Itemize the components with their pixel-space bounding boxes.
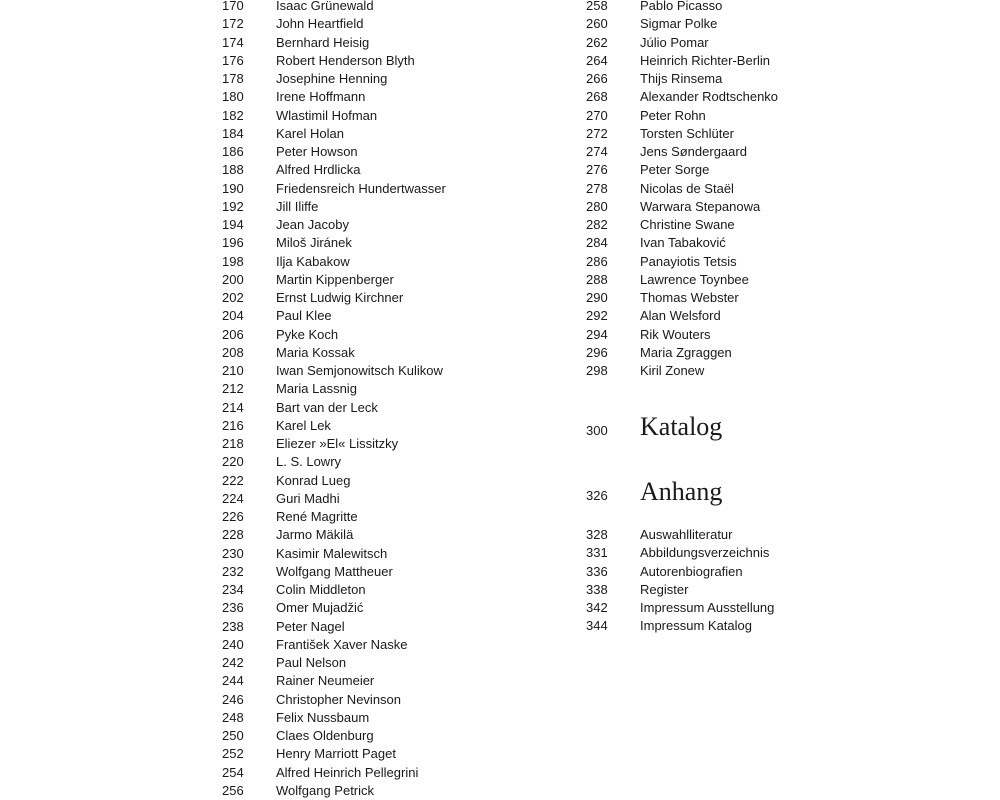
toc-entry-name: Karel Lek bbox=[276, 417, 331, 433]
toc-entry bbox=[222, 563, 446, 581]
toc-entry bbox=[222, 490, 446, 508]
toc-entry bbox=[586, 253, 778, 271]
toc-entry bbox=[586, 326, 778, 344]
toc-entry bbox=[586, 289, 778, 307]
section-page-number: 326 bbox=[586, 488, 608, 503]
toc-entry bbox=[222, 599, 446, 617]
toc-entry-name: Ernst Ludwig Kirchner bbox=[276, 290, 404, 305]
toc-entry bbox=[586, 88, 778, 106]
toc-page-number: 230 bbox=[222, 545, 244, 561]
toc-page-number: 292 bbox=[586, 308, 608, 324]
toc-page-number: 331 bbox=[586, 545, 608, 561]
toc-entry-name: Christopher Nevinson bbox=[276, 691, 402, 707]
toc-page-number: 184 bbox=[222, 125, 244, 141]
toc-entry bbox=[586, 198, 778, 216]
toc-page-number: 336 bbox=[586, 563, 608, 579]
toc-entry bbox=[586, 143, 778, 161]
toc-entry-name: Maria Kossak bbox=[276, 344, 355, 360]
toc-entry bbox=[222, 52, 446, 70]
toc-page-number: 290 bbox=[586, 290, 608, 305]
section-katalog bbox=[586, 412, 722, 442]
toc-entry-name: Auswahlliteratur bbox=[640, 527, 733, 542]
toc-page-number: 236 bbox=[222, 600, 244, 616]
toc-entry bbox=[222, 417, 446, 435]
toc-entry bbox=[222, 253, 446, 271]
toc-entry-name: Iwan Semjonowitsch Kulikow bbox=[276, 363, 443, 378]
toc-page-number: 216 bbox=[222, 417, 244, 433]
toc-entry bbox=[222, 545, 446, 563]
toc-page-number: 174 bbox=[222, 34, 244, 50]
toc-entry bbox=[222, 508, 446, 526]
toc-page-number: 204 bbox=[222, 308, 244, 324]
toc-entry bbox=[222, 636, 446, 654]
toc-page-number: 214 bbox=[222, 399, 244, 415]
toc-page-number: 238 bbox=[222, 618, 244, 634]
toc-entry-name: Guri Madhi bbox=[276, 490, 340, 506]
toc-entry bbox=[222, 399, 446, 417]
toc-entry bbox=[222, 198, 446, 216]
section-page-number: 300 bbox=[586, 423, 608, 438]
toc-entry bbox=[222, 581, 446, 599]
toc-page-number: 246 bbox=[222, 691, 244, 707]
section-heading: Anhang bbox=[640, 477, 723, 506]
toc-entry bbox=[222, 307, 446, 325]
toc-entry-name: Peter Nagel bbox=[276, 618, 345, 634]
toc-entry-name: František Xaver Naske bbox=[276, 636, 408, 652]
toc-entry bbox=[222, 380, 446, 398]
toc-entry bbox=[586, 52, 778, 70]
toc-entry-name: Impressum Ausstellung bbox=[640, 600, 775, 615]
toc-entry bbox=[586, 362, 778, 380]
toc-entry-name: Jill Iliffe bbox=[276, 198, 319, 214]
toc-entry-name: John Heartfield bbox=[276, 16, 364, 32]
toc-entry bbox=[586, 161, 778, 179]
toc-entry-name: L. S. Lowry bbox=[276, 454, 342, 470]
toc-entry-name: Heinrich Richter-Berlin bbox=[640, 52, 771, 68]
toc-entry bbox=[586, 107, 778, 125]
toc-page-number: 250 bbox=[222, 728, 244, 743]
toc-entry-name: Wolfgang Petrick bbox=[276, 782, 375, 798]
toc-page-number: 220 bbox=[222, 454, 244, 470]
toc-page-number: 206 bbox=[222, 326, 244, 342]
toc-entry-name: Sigmar Polke bbox=[640, 16, 718, 32]
toc-entry-name: Kiril Zonew bbox=[640, 363, 705, 378]
toc-page-number: 296 bbox=[586, 344, 608, 360]
toc-entry-name: Nicolas de Staël bbox=[640, 180, 734, 196]
toc-entry-name: Rik Wouters bbox=[640, 326, 711, 342]
toc-entry bbox=[222, 143, 446, 161]
toc-page-number: 278 bbox=[586, 180, 608, 196]
toc-page-number: 344 bbox=[586, 618, 608, 634]
toc-page-number: 284 bbox=[586, 235, 608, 251]
toc-entry-name: Alfred Heinrich Pellegrini bbox=[276, 764, 419, 780]
toc-entry bbox=[222, 745, 446, 763]
toc-page-number: 180 bbox=[222, 89, 244, 105]
toc-page-number: 328 bbox=[586, 527, 608, 542]
toc-entry-name: Omer Mujadžić bbox=[276, 600, 364, 616]
toc-entry bbox=[222, 764, 446, 782]
toc-entry-name: Torsten Schlüter bbox=[640, 125, 734, 141]
toc-page-number: 186 bbox=[222, 144, 244, 159]
toc-entry bbox=[586, 0, 778, 15]
toc-entry-name: Jarmo Mäkilä bbox=[276, 527, 354, 543]
toc-entry bbox=[586, 307, 778, 325]
toc-entry-name: Wolfgang Mattheuer bbox=[276, 563, 393, 579]
toc-entry bbox=[222, 216, 446, 234]
toc-page-number: 190 bbox=[222, 180, 244, 196]
toc-entry-name: Jens Søndergaard bbox=[640, 144, 747, 159]
toc-entry-name: Irene Hoffmann bbox=[276, 89, 366, 105]
toc-entry-name: Alan Welsford bbox=[640, 308, 721, 324]
toc-entry bbox=[586, 344, 778, 362]
toc-entry-name: Bart van der Leck bbox=[276, 399, 378, 415]
toc-page-number: 232 bbox=[222, 563, 244, 579]
toc-entry bbox=[222, 0, 446, 15]
toc-page-number: 342 bbox=[586, 600, 608, 615]
toc-entry bbox=[586, 180, 778, 198]
toc-page-number: 192 bbox=[222, 198, 244, 214]
toc-entry bbox=[586, 15, 778, 33]
toc-entry bbox=[222, 326, 446, 344]
toc-page-number: 274 bbox=[586, 144, 608, 159]
toc-entry bbox=[222, 344, 446, 362]
toc-page-number: 266 bbox=[586, 71, 608, 86]
toc-page-number: 210 bbox=[222, 363, 244, 378]
toc-page-number: 172 bbox=[222, 16, 244, 32]
toc-entry-name: Maria Lassnig bbox=[276, 381, 357, 397]
toc-entry-name: René Magritte bbox=[276, 509, 358, 524]
toc-entry bbox=[222, 34, 446, 52]
toc-entry bbox=[222, 618, 446, 636]
toc-page-number: 262 bbox=[586, 34, 608, 50]
toc-page-number: 264 bbox=[586, 52, 608, 68]
toc-entry-name: Wlastimil Hofman bbox=[276, 107, 378, 123]
toc-entry bbox=[222, 709, 446, 727]
toc-entry bbox=[222, 672, 446, 690]
toc-entry-name: Paul Klee bbox=[276, 308, 332, 324]
toc-page-number: 268 bbox=[586, 89, 608, 105]
toc-entry-name: Júlio Pomar bbox=[640, 34, 709, 50]
toc-left-column bbox=[222, 0, 446, 800]
toc-entry-name: Karel Holan bbox=[276, 125, 344, 141]
toc-entry-name: Henry Marriott Paget bbox=[276, 746, 396, 762]
toc-entry-name: Maria Zgraggen bbox=[640, 344, 732, 360]
toc-entry bbox=[222, 107, 446, 125]
toc-page-number: 260 bbox=[586, 16, 608, 32]
toc-entry bbox=[222, 691, 446, 709]
toc-entry bbox=[222, 435, 446, 453]
toc-entry-name: Alexander Rodtschenko bbox=[640, 89, 779, 105]
toc-page-number: 200 bbox=[222, 271, 244, 287]
toc-page-number: 176 bbox=[222, 52, 244, 68]
toc-page-number: 182 bbox=[222, 107, 244, 123]
section-anhang bbox=[586, 477, 722, 507]
toc-entry-name: Josephine Henning bbox=[276, 71, 388, 86]
toc-page-number: 228 bbox=[222, 527, 244, 543]
toc-entry bbox=[222, 453, 446, 471]
toc-entry bbox=[586, 526, 774, 544]
toc-entry-name: Abbildungsverzeichnis bbox=[640, 545, 770, 561]
toc-entry bbox=[222, 362, 446, 380]
toc-page-number: 280 bbox=[586, 198, 608, 214]
toc-entry bbox=[222, 727, 446, 745]
toc-page-number: 252 bbox=[222, 746, 244, 762]
toc-entry bbox=[222, 271, 446, 289]
toc-entry-name: Konrad Lueg bbox=[276, 472, 351, 488]
toc-entry-name: Claes Oldenburg bbox=[276, 728, 374, 743]
toc-entry-name: Pablo Picasso bbox=[640, 0, 723, 13]
toc-page-number: 286 bbox=[586, 253, 608, 269]
toc-entry-name: Peter Sorge bbox=[640, 162, 710, 178]
toc-entry-name: Isaac Grünewald bbox=[276, 0, 374, 13]
toc-page-number: 196 bbox=[222, 235, 244, 251]
toc-entry-name: Paul Nelson bbox=[276, 655, 347, 670]
toc-entry bbox=[222, 782, 446, 800]
toc-page-number: 208 bbox=[222, 344, 244, 360]
toc-entry-name: Ivan Tabaković bbox=[640, 235, 726, 251]
toc-entry bbox=[222, 161, 446, 179]
toc-page-number: 188 bbox=[222, 162, 244, 178]
toc-entry bbox=[586, 581, 774, 599]
toc-entry bbox=[222, 654, 446, 672]
toc-entry bbox=[586, 216, 778, 234]
toc-page-number: 276 bbox=[586, 162, 608, 178]
toc-page-number: 272 bbox=[586, 125, 608, 141]
toc-entry-name: Peter Rohn bbox=[640, 107, 706, 123]
toc-page-number: 222 bbox=[222, 472, 244, 488]
toc-entry-name: Martin Kippenberger bbox=[276, 271, 394, 287]
toc-page-number: 256 bbox=[222, 782, 244, 798]
toc-page-number: 244 bbox=[222, 673, 244, 689]
toc-entry bbox=[586, 599, 774, 617]
toc-page-number: 212 bbox=[222, 381, 244, 397]
toc-entry bbox=[586, 70, 778, 88]
toc-page-number: 202 bbox=[222, 290, 244, 305]
toc-entry-name: Robert Henderson Blyth bbox=[276, 52, 415, 68]
toc-page-number: 270 bbox=[586, 107, 608, 123]
toc-entry bbox=[586, 234, 778, 252]
toc-entry bbox=[586, 544, 774, 562]
toc-entry bbox=[586, 563, 774, 581]
toc-page-number: 282 bbox=[586, 217, 608, 232]
toc-page-number: 194 bbox=[222, 217, 244, 232]
toc-entry-name: Thomas Webster bbox=[640, 290, 739, 305]
toc-entry-name: Pyke Koch bbox=[276, 326, 339, 342]
toc-entry-name: Felix Nussbaum bbox=[276, 709, 370, 725]
toc-page-number: 298 bbox=[586, 363, 608, 378]
toc-entry bbox=[222, 289, 446, 307]
toc-entry bbox=[222, 125, 446, 143]
toc-page-number: 234 bbox=[222, 582, 244, 597]
toc-entry-name: Colin Middleton bbox=[276, 582, 366, 597]
toc-entry bbox=[586, 271, 778, 289]
section-heading: Katalog bbox=[640, 412, 723, 441]
toc-entry-name: Peter Howson bbox=[276, 144, 358, 159]
toc-page-number: 198 bbox=[222, 253, 244, 269]
toc-page-number: 240 bbox=[222, 636, 244, 652]
toc-entry bbox=[586, 617, 774, 635]
toc-page-number: 254 bbox=[222, 764, 244, 780]
toc-entry-name: Ilja Kabakow bbox=[276, 253, 350, 269]
toc-page-number: 258 bbox=[586, 0, 608, 13]
toc-page-number: 178 bbox=[222, 71, 244, 86]
toc-entry-name: Christine Swane bbox=[640, 217, 735, 232]
toc-entry-name: Panayiotis Tetsis bbox=[640, 253, 737, 269]
toc-entry bbox=[586, 34, 778, 52]
toc-entry bbox=[222, 15, 446, 33]
toc-entry bbox=[222, 180, 446, 198]
toc-page-number: 338 bbox=[586, 581, 608, 597]
toc-entry bbox=[222, 70, 446, 88]
toc-entry-name: Register bbox=[640, 581, 689, 597]
toc-entry-name: Friedensreich Hundertwasser bbox=[276, 180, 446, 196]
toc-page-number: 170 bbox=[222, 0, 244, 13]
toc-right-column bbox=[586, 0, 778, 380]
toc-entry-name: Kasimir Malewitsch bbox=[276, 545, 388, 561]
toc-entry-name: Jean Jacoby bbox=[276, 217, 349, 232]
toc-entry-name: Impressum Katalog bbox=[640, 618, 752, 634]
toc-entry bbox=[222, 526, 446, 544]
toc-page-number: 226 bbox=[222, 509, 244, 524]
toc-entry-name: Autorenbiografien bbox=[640, 563, 743, 579]
toc-page-number: 224 bbox=[222, 490, 244, 506]
appendix-list bbox=[586, 526, 774, 636]
toc-entry-name: Alfred Hrdlicka bbox=[276, 162, 361, 178]
toc-page-number: 242 bbox=[222, 655, 244, 670]
toc-entry-name: Bernhard Heisig bbox=[276, 34, 370, 50]
toc-entry-name: Warwara Stepanowa bbox=[640, 198, 761, 214]
toc-entry-name: Eliezer »El« Lissitzky bbox=[276, 436, 399, 451]
toc-entry bbox=[222, 472, 446, 490]
toc-page-number: 248 bbox=[222, 709, 244, 725]
toc-page-number: 218 bbox=[222, 436, 244, 451]
toc-entry bbox=[222, 234, 446, 252]
toc-entry-name: Rainer Neumeier bbox=[276, 673, 375, 689]
toc-entry bbox=[586, 125, 778, 143]
toc-entry-name: Miloš Jiránek bbox=[276, 235, 352, 251]
toc-page-number: 288 bbox=[586, 271, 608, 287]
toc-entry-name: Lawrence Toynbee bbox=[640, 271, 749, 287]
toc-page-number: 294 bbox=[586, 326, 608, 342]
toc-entry bbox=[222, 88, 446, 106]
toc-entry-name: Thijs Rinsema bbox=[640, 71, 723, 86]
